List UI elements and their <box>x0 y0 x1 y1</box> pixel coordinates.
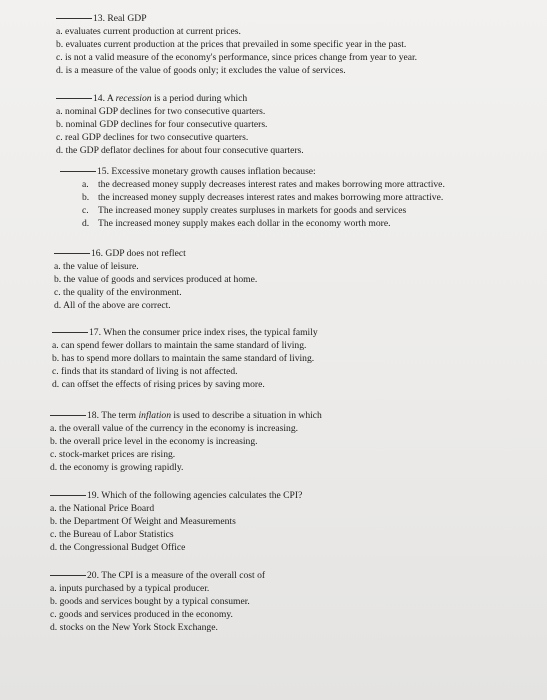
stem-italic-term: recession <box>115 93 152 104</box>
question-stem <box>50 409 322 422</box>
answer-blank[interactable] <box>50 415 86 416</box>
option-c: c. the quality of the environment. <box>54 287 182 298</box>
option-c: c. the Bureau of Labor Statistics <box>50 529 174 540</box>
option-a: a. inputs purchased by a typical producer. <box>50 583 210 594</box>
stem-text: 15. Excessive monetary growth causes inflation because: <box>97 166 316 177</box>
stem-text: 18. The term inflation is used to describe a situation in which <box>87 410 322 421</box>
question-13 <box>56 12 417 77</box>
question-19 <box>50 489 302 554</box>
option-d: d. the GDP deflator declines for about four consecutive quarters. <box>56 145 304 156</box>
stem-italic-term: inflation <box>138 410 172 421</box>
stem-text: 16. GDP does not reflect <box>91 248 186 259</box>
option-c: c. real GDP declines for two consecutive quarters. <box>56 132 249 143</box>
question-stem <box>50 569 265 582</box>
option-b: b. goods and services bought by a typical consumer. <box>50 596 250 607</box>
question-stem <box>52 326 318 339</box>
stem-text: 13. Real GDP <box>93 13 147 24</box>
question-20 <box>50 569 265 634</box>
option-d: d. The increased money supply makes each dollar in the economy worth more. <box>82 218 391 229</box>
option-c: c. finds that its standard of living is not affected. <box>52 366 238 377</box>
option-b: b. the Department Of Weight and Measurements <box>50 516 236 527</box>
question-stem <box>56 92 304 105</box>
option-b: b. the overall price level in the economy is increasing. <box>50 436 258 447</box>
stem-text: 20. The CPI is a measure of the overall cost of <box>87 570 266 581</box>
option-a: a. can spend fewer dollars to maintain the same standard of living. <box>52 340 307 351</box>
answer-blank[interactable] <box>54 253 90 254</box>
option-a: a. the value of leisure. <box>54 261 139 272</box>
answer-blank[interactable] <box>56 18 92 19</box>
option-a: a. the National Price Board <box>50 503 155 514</box>
question-stem <box>56 12 417 25</box>
option-b: b. nominal GDP declines for four consecutive quarters. <box>56 119 268 130</box>
question-17 <box>52 326 318 391</box>
option-a: a. evaluates current production at current prices. <box>56 26 241 37</box>
option-a: a. the overall value of the currency in the economy is increasing. <box>50 423 299 434</box>
option-d: d. stocks on the New York Stock Exchange. <box>50 622 218 633</box>
question-stem <box>50 489 302 502</box>
option-a: a. the decreased money supply decreases interest rates and makes borrowing more attractive. <box>82 179 445 190</box>
stem-text: 17. When the consumer price index rises, the typical family <box>89 327 318 338</box>
question-18 <box>50 409 322 474</box>
option-d: d. the economy is growing rapidly. <box>50 462 184 473</box>
option-c: c. stock-market prices are rising. <box>50 449 176 460</box>
answer-blank[interactable] <box>50 495 86 496</box>
question-stem <box>54 247 257 260</box>
question-15 <box>60 165 445 230</box>
option-d: d. the Congressional Budget Office <box>50 542 186 553</box>
option-c: c. goods and services produced in the economy. <box>50 609 233 620</box>
option-d: d. All of the above are correct. <box>54 300 171 311</box>
option-c: c. The increased money supply creates surpluses in markets for goods and services <box>82 205 407 216</box>
option-b: b. the increased money supply decreases interest rates and makes borrowing more attractive. <box>82 192 444 203</box>
question-16 <box>54 247 257 312</box>
question-stem <box>60 165 445 178</box>
option-b: b. the value of goods and services produced at home. <box>54 274 258 285</box>
option-d: d. can offset the effects of rising prices by saving more. <box>52 379 265 390</box>
answer-blank[interactable] <box>52 332 88 333</box>
stem-text: 14. A recession is a period during which <box>93 93 248 104</box>
option-a: a. nominal GDP declines for two consecutive quarters. <box>56 106 266 117</box>
option-c: c. is not a valid measure of the economy's performance, since prices change from year to year. <box>56 52 418 63</box>
option-b: b. has to spend more dollars to maintain the same standard of living. <box>52 353 315 364</box>
option-d: d. is a measure of the value of goods only; it excludes the value of services. <box>56 65 346 76</box>
option-b: b. evaluates current production at the prices that prevailed in some specific year in the past. <box>56 39 407 50</box>
question-14 <box>56 92 304 157</box>
stem-text: 19. Which of the following agencies calculates the CPI? <box>87 490 303 501</box>
answer-blank[interactable] <box>60 171 96 172</box>
answer-blank[interactable] <box>50 575 86 576</box>
answer-blank[interactable] <box>56 98 92 99</box>
